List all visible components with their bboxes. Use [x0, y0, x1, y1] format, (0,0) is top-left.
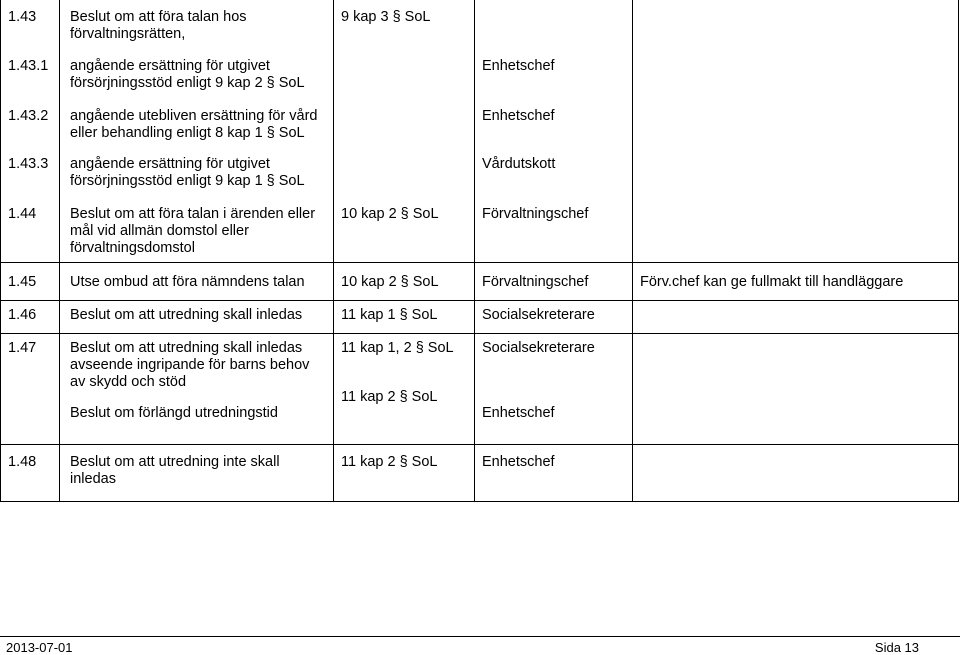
column-line — [474, 0, 475, 502]
row-description-line: angående ersättning för utgivet — [70, 58, 270, 74]
row-description-line: Utse ombud att föra nämndens talan — [70, 274, 305, 290]
row-law-reference: 11 kap 2 § SoL — [341, 454, 438, 470]
row-delegate: Vårdutskott — [482, 156, 556, 172]
row-description-line: av skydd och stöd — [70, 374, 187, 390]
column-line — [958, 0, 959, 502]
footer-page-number: Sida 13 — [874, 640, 919, 655]
row-delegate: Enhetschef — [482, 454, 555, 470]
row-description-line: förvaltningsrätten, — [70, 26, 186, 42]
row-law-reference: 11 kap 1 § SoL — [341, 307, 438, 323]
row-law-reference: 11 kap 1, 2 § SoL — [341, 340, 454, 356]
row-delegate: Socialsekreterare — [482, 307, 595, 323]
row-description-line: Beslut om att utredning skall inledas — [70, 340, 303, 356]
row-line — [0, 501, 959, 502]
column-line — [59, 0, 60, 502]
row-delegate: Förvaltningschef — [482, 274, 589, 290]
row-note: Förv.chef kan ge fullmakt till handläggare — [640, 274, 904, 290]
row-number: 1.43 — [8, 9, 37, 25]
row-number: 1.44 — [8, 206, 37, 222]
row-number: 1.43.3 — [8, 156, 49, 172]
column-line — [632, 0, 633, 502]
row-description-line: inledas — [70, 471, 116, 487]
row-description-line: eller behandling enligt 8 kap 1 § SoL — [70, 125, 305, 141]
row-line — [0, 333, 959, 334]
row-law-reference: 11 kap 2 § SoL — [341, 389, 438, 405]
row-description-line: Beslut om förlängd utredningstid — [70, 405, 278, 421]
row-line — [0, 444, 959, 445]
row-number: 1.47 — [8, 340, 37, 356]
row-description-line: förvaltningsdomstol — [70, 240, 195, 256]
row-description-line: Beslut om att utredning skall inledas — [70, 307, 303, 323]
row-delegate: Enhetschef — [482, 58, 555, 74]
column-line — [0, 0, 1, 502]
row-description-line: Beslut om att föra talan hos — [70, 9, 247, 25]
row-description-line: Beslut om att utredning inte skall — [70, 454, 280, 470]
row-number: 1.43.2 — [8, 108, 49, 124]
row-description-line: försörjningsstöd enligt 9 kap 2 § SoL — [70, 75, 305, 91]
row-delegate: Enhetschef — [482, 405, 555, 421]
row-law-reference: 10 kap 2 § SoL — [341, 206, 439, 222]
footer-rule — [0, 636, 960, 637]
row-number: 1.45 — [8, 274, 37, 290]
row-line — [0, 300, 959, 301]
row-description-line: avseende ingripande för barns behov — [70, 357, 310, 373]
row-number: 1.48 — [8, 454, 37, 470]
row-number: 1.46 — [8, 307, 37, 323]
column-line — [333, 0, 334, 502]
row-number: 1.43.1 — [8, 58, 49, 74]
row-description-line: mål vid allmän domstol eller — [70, 223, 249, 239]
footer-date: 2013-07-01 — [6, 640, 73, 655]
row-delegate: Enhetschef — [482, 108, 555, 124]
row-line — [0, 262, 959, 263]
row-law-reference: 9 kap 3 § SoL — [341, 9, 431, 25]
row-description-line: angående utebliven ersättning för vård — [70, 108, 318, 124]
row-delegate: Socialsekreterare — [482, 340, 595, 356]
row-description-line: angående ersättning för utgivet — [70, 156, 270, 172]
row-description-line: Beslut om att föra talan i ärenden eller — [70, 206, 316, 222]
row-delegate: Förvaltningschef — [482, 206, 589, 222]
row-description-line: försörjningsstöd enligt 9 kap 1 § SoL — [70, 173, 305, 189]
row-law-reference: 10 kap 2 § SoL — [341, 274, 439, 290]
